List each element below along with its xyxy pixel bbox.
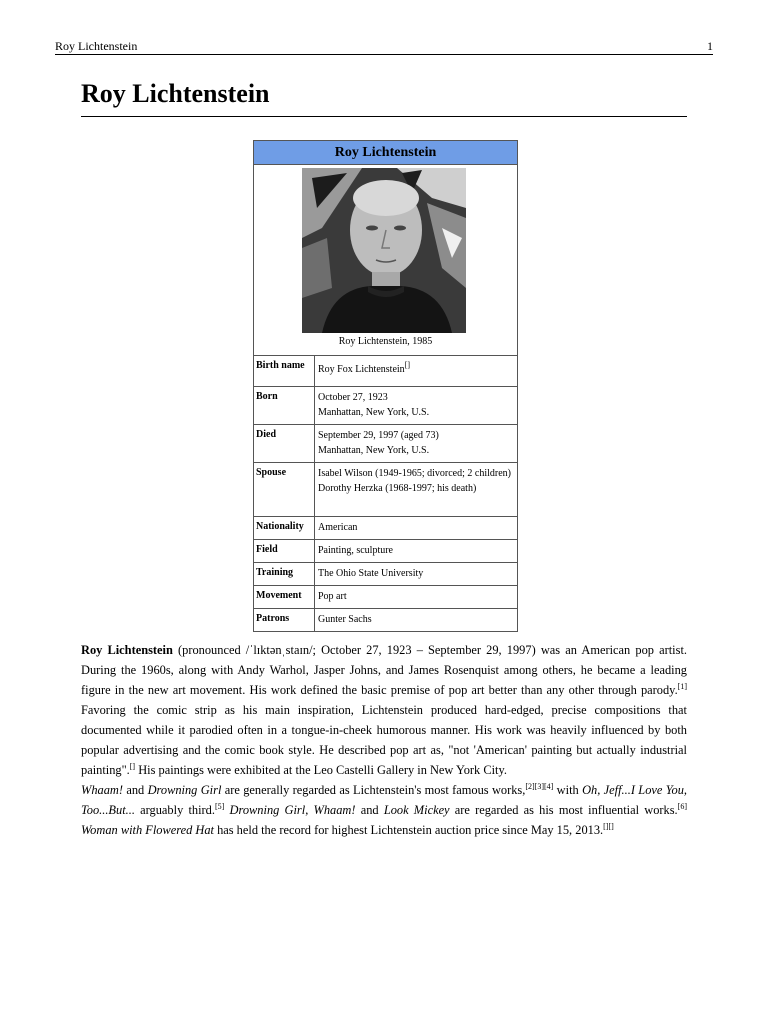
row-nationality [254, 517, 517, 540]
work-whaam-2: Whaam! [313, 803, 356, 817]
page-title: Roy Lichtenstein [81, 78, 687, 117]
article-body [81, 640, 687, 840]
spouse-second: Dorothy Herzka (1968-1997; his death) [318, 483, 477, 494]
running-head [55, 38, 713, 55]
work-oh-jeff: Oh, Jeff...I Love You, Too...But... [81, 783, 687, 817]
p2-text-3: with [553, 783, 583, 797]
p2-text-7: and [355, 803, 384, 817]
row-spouse [254, 463, 517, 517]
work-woman-flowered-hat: Woman with Flowered Hat [81, 823, 214, 837]
spouse-first: Isabel Wilson (1949-1965; divorced; 2 children) [318, 468, 511, 479]
p2-text-6: , [305, 803, 314, 817]
work-whaam: Whaam! [81, 783, 123, 797]
birth-name-ref[interactable]: [] [404, 360, 410, 370]
infobox-title: Roy Lichtenstein [254, 141, 517, 165]
died-place[interactable]: Manhattan, New York, U.S. [318, 445, 430, 456]
value-training[interactable]: The Ohio State University [318, 568, 424, 579]
label-nationality: Nationality [254, 517, 315, 539]
p1-text-2: Favoring the comic strip as his main inspiration, Lichtenstein produced hard-edged, precise compositions that documented while it parodied often in a tongue-in-cheek humorous manner. His work was heavily influenced by both popular advertising and the comic book style. He described pop art as, "not 'American' painting but actually industrial painting". [81, 703, 687, 777]
row-born [254, 387, 517, 425]
value-spouse [315, 463, 517, 516]
subject-name: Roy Lichtenstein [81, 643, 173, 657]
work-drowning-girl-2: Drowning Girl [229, 803, 306, 817]
label-birth-name: Birth name [254, 356, 315, 386]
value-born [315, 387, 517, 424]
work-look-mickey: Look Mickey [383, 803, 450, 817]
label-died: Died [254, 425, 315, 462]
infobox-image-cell [254, 165, 517, 356]
portrait-image[interactable] [302, 168, 466, 333]
page-number: 1 [707, 39, 713, 53]
p2-text-2: are generally regarded as Lichtenstein's most famous works, [221, 783, 526, 797]
p1-text-1: (pronounced /ˈlɪktənˌstaɪn/; October 27, 1923 – September 29, 1997) was an American pop artist. During the 1960s, along with Andy Warhol, Jasper Johns, and James Rosenquist among others, he became a leading figure in the new art movement. His work defined the basic premise of pop art better than any other through parody. [81, 643, 687, 697]
row-field [254, 540, 517, 563]
birth-name-text: Roy Fox Lichtenstein [318, 364, 405, 375]
label-field: Field [254, 540, 315, 562]
row-birth-name [254, 356, 517, 387]
p2-text-10: has held the record for highest Lichtenstein auction price since May 15, 2013. [213, 823, 604, 837]
row-patrons [254, 609, 517, 631]
image-caption: Roy Lichtenstein, 1985 [338, 336, 433, 347]
citation-final[interactable]: [][] [603, 821, 614, 831]
value-birth-name [315, 356, 517, 386]
label-movement: Movement [254, 586, 315, 608]
citation-6[interactable]: [6] [677, 801, 687, 811]
p2-text-1: and [122, 783, 148, 797]
p2-text-4: arguably third. [134, 803, 215, 817]
born-place[interactable]: Manhattan, New York, U.S. [318, 407, 430, 418]
label-patrons: Patrons [254, 609, 315, 631]
row-movement [254, 586, 517, 609]
citation-5[interactable]: [5] [214, 801, 225, 811]
running-head-title: Roy Lichtenstein [55, 39, 138, 53]
citation-2-3-4[interactable]: [2][3][4] [525, 781, 554, 791]
born-date: October 27, 1923 [318, 392, 388, 403]
label-training: Training [254, 563, 315, 585]
paragraph-intro [81, 640, 687, 780]
label-spouse: Spouse [254, 463, 315, 516]
value-movement[interactable]: Pop art [318, 591, 347, 602]
infobox [253, 140, 518, 632]
row-died [254, 425, 517, 463]
row-training [254, 563, 517, 586]
citation-1[interactable]: [1] [677, 681, 687, 691]
label-born: Born [254, 387, 315, 424]
value-field[interactable]: Painting, sculpture [318, 545, 393, 556]
value-patrons[interactable]: Gunter Sachs [318, 614, 372, 625]
work-drowning-girl: Drowning Girl [147, 783, 222, 797]
citation-2[interactable]: [] [129, 761, 136, 771]
died-date: September 29, 1997 (aged 73) [318, 430, 439, 441]
p1-text-3: His paintings were exhibited at the Leo Castelli Gallery in New York City. [135, 763, 507, 777]
paragraph-works [81, 780, 687, 840]
value-died [315, 425, 517, 462]
value-nationality: American [318, 522, 358, 533]
p2-text-8: are regarded as his most influential works. [449, 803, 678, 817]
